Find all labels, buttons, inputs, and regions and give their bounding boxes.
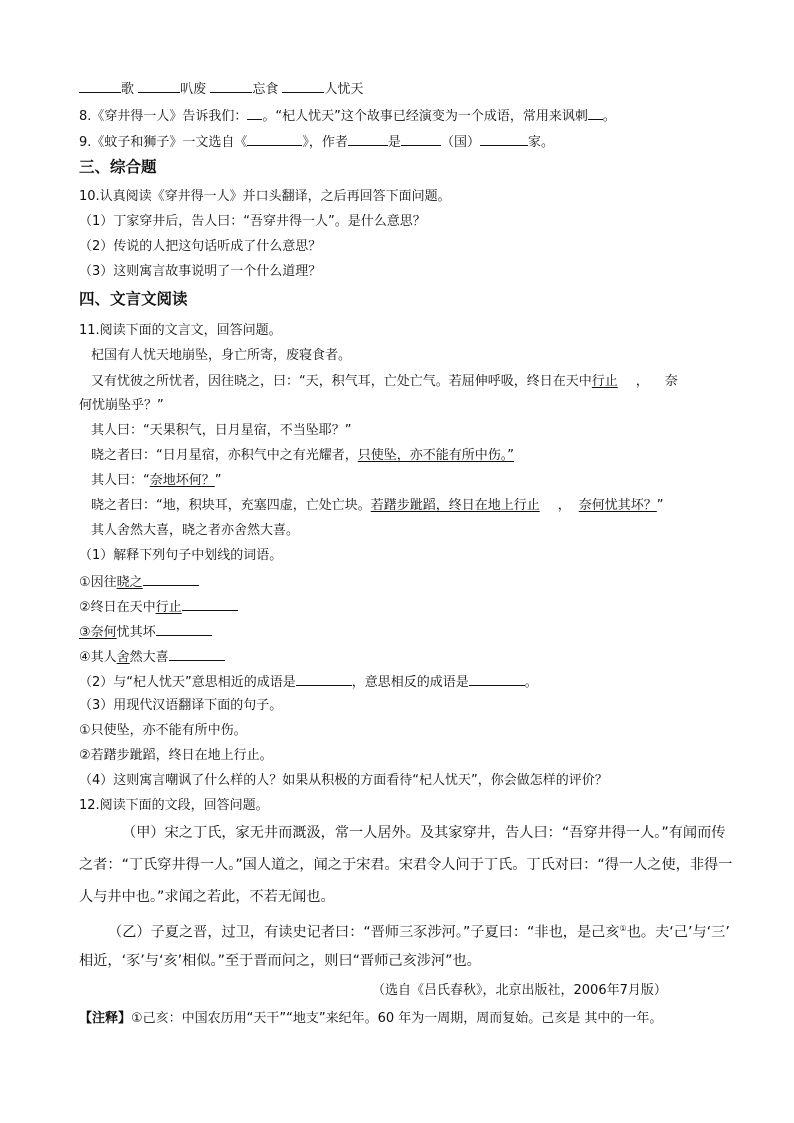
text: 其人曰：“ — [91, 473, 150, 488]
underlined-word: 晓之 — [116, 575, 143, 590]
sub-question-2 — [79, 672, 538, 692]
underlined-word: 行止 — [155, 600, 182, 615]
text: 也。夫‘己’与‘三’ — [626, 924, 730, 941]
text: ， — [635, 374, 649, 389]
section-heading-4: 四、文言文阅读 — [79, 290, 188, 308]
underlined-word: 舍 — [116, 650, 130, 665]
text: ④其人 — [79, 650, 117, 665]
text: ①因往 — [79, 575, 117, 590]
underlined-word: 奈地坏何？ — [149, 473, 215, 488]
blank[interactable] — [469, 672, 525, 686]
text: 是 — [387, 135, 401, 150]
text: 家。 — [527, 135, 554, 150]
text: 。“杞人忧天”这个故事已经演变为一个成语，常用来讽刺 — [262, 109, 588, 124]
question-10: 10.认真阅读《穿井得一人》并口头翻译，之后再回答下面问题。 — [79, 189, 451, 204]
blank[interactable] — [588, 106, 603, 120]
footnote-marker: ① — [619, 924, 627, 933]
blank[interactable] — [247, 132, 302, 146]
text: 又有忧彼之所忧者，因往晓之，曰：“天，积气耳，亡处亡气。若屈伸呼吸，终日在天中 — [91, 374, 592, 389]
text: ②终日在天中 — [79, 600, 156, 615]
underlined-word: ③奈何 — [79, 625, 117, 640]
question-8 — [79, 106, 616, 126]
text: ” — [656, 498, 664, 513]
underlined-sentence: 奈何忧其坏？ — [578, 498, 657, 513]
text: 》，作者 — [302, 135, 348, 150]
text: 忘食 — [252, 82, 279, 97]
underlined-sentence: 只使坠，亦不能有所中伤。” — [357, 448, 514, 463]
blank[interactable] — [401, 132, 441, 146]
blank[interactable] — [480, 132, 528, 146]
text: 9.《蚊子和狮子》一文选自《 — [79, 135, 248, 150]
question-11: 11.阅读下面的文言文，回答问题。 — [79, 323, 282, 338]
blank[interactable] — [169, 647, 225, 661]
blank[interactable] — [138, 79, 180, 93]
fill-line-idioms — [79, 79, 363, 99]
underlined-word: 行止 — [591, 374, 618, 389]
blank[interactable] — [79, 79, 121, 93]
question-10-3: （3）这则寓言故事说明了一个什么道理？ — [79, 264, 322, 279]
passage-line — [91, 447, 514, 465]
sub-item — [79, 647, 225, 667]
blank[interactable] — [247, 106, 262, 120]
sub-item — [79, 597, 238, 617]
passage-jia-line: （甲）宋之丁氏，家无井而溉汲，常一人居外。及其家穿井，告人曰：“吾穿井得一人。”有闻而传 — [122, 825, 726, 841]
passage-line — [91, 373, 678, 391]
blank[interactable] — [210, 79, 252, 93]
passage-jia-line: 人与井中也。”求闻之若此，不若无闻也。 — [79, 889, 335, 905]
text: 人忧天 — [324, 82, 364, 97]
question-10-2: （2）传说的人把这句话听成了什么意思？ — [79, 239, 322, 254]
underlined-sentence: 若躇步跐蹈，终日在地上行止 — [370, 498, 540, 513]
text: 叭废 — [180, 82, 207, 97]
blank[interactable] — [143, 572, 199, 586]
passage-yi-line: 相近，‘豕’与‘亥’相似。”至于晋而问之，则曰“晋师己亥涉河”也。 — [79, 953, 481, 969]
text: ①己亥：中国农历用“天干”“地支”来纪年。60 年为一周期，周而复始。己亥是 其中的一年。 — [131, 1011, 663, 1026]
text: ， — [557, 498, 571, 513]
text: 。 — [524, 675, 538, 690]
text: ” — [214, 473, 222, 488]
passage-line — [91, 497, 664, 515]
text: 忧其坏 — [116, 625, 156, 640]
sub-question-4: （4）这则寓言嘲讽了什么样的人？如果从积极的方面看待“杞人忧天”，你会做怎样的评价？ — [79, 773, 608, 788]
sub-question-3: （3）用现代汉语翻译下面的句子。 — [79, 698, 283, 713]
text: （2）与“杞人忧天”意思相近的成语是 — [79, 675, 296, 690]
text: 然大喜 — [129, 650, 169, 665]
passage-line — [91, 472, 222, 490]
question-12: 12.阅读下面的文段，回答问题。 — [79, 798, 269, 813]
note-label: 【注释】 — [79, 1011, 132, 1026]
blank[interactable] — [348, 132, 388, 146]
sub-item — [79, 572, 199, 592]
passage-yi-line — [108, 919, 730, 943]
section-heading-3: 三、综合题 — [79, 158, 157, 176]
text: （乙）子夏之晋，过卫，有读史记者曰：“晋师三豕涉河。”子夏曰：“非也，是己亥 — [108, 924, 620, 941]
passage-line: 其人曰：“天果积气，日月星宿，不当坠耶？” — [91, 423, 352, 438]
source-citation: （选自《吕氏春秋》，北京出版社，2006年7月版） — [372, 983, 667, 998]
blank[interactable] — [182, 597, 238, 611]
passage-line: 何忧崩坠乎？” — [79, 398, 164, 413]
blank[interactable] — [296, 672, 352, 686]
text: 歌 — [121, 82, 135, 97]
sub-item: ②若躇步跐蹈，终日在地上行止。 — [79, 748, 273, 763]
question-9 — [79, 132, 554, 152]
text: 8.《穿井得一人》告诉我们： — [79, 109, 248, 124]
annotation-note — [79, 1010, 662, 1028]
text: （国） — [440, 135, 480, 150]
blank[interactable] — [282, 79, 324, 93]
blank[interactable] — [156, 622, 212, 636]
text: 晓之者曰：“日月星宿，亦积气中之有光耀者， — [91, 448, 358, 463]
passage-line: 其人舍然大喜，晓之者亦舍然大喜。 — [91, 523, 300, 538]
passage-line: 杞国有人忧天地崩坠，身亡所寄，废寝食者。 — [91, 348, 352, 363]
sub-item — [79, 622, 212, 642]
text: ，意思相反的成语是 — [351, 675, 469, 690]
text: 晓之者曰：“地，积块耳，充塞四虚，亡处亡块。 — [91, 498, 371, 513]
question-10-1: （1）丁家穿井后，告人曰：“吾穿井得一人”。是什么意思？ — [79, 214, 426, 229]
sub-question-1: （1）解释下列句子中划线的词语。 — [79, 548, 283, 563]
text: 。 — [602, 109, 616, 124]
passage-jia-line: 之者：“丁氏穿井得一人。”国人道之，闻之于宋君。宋君令人问于丁氏。丁氏对曰：“得一人之使，非得一 — [79, 857, 733, 873]
sub-item: ①只使坠，亦不能有所中伤。 — [79, 723, 247, 738]
text: 奈 — [664, 374, 678, 389]
